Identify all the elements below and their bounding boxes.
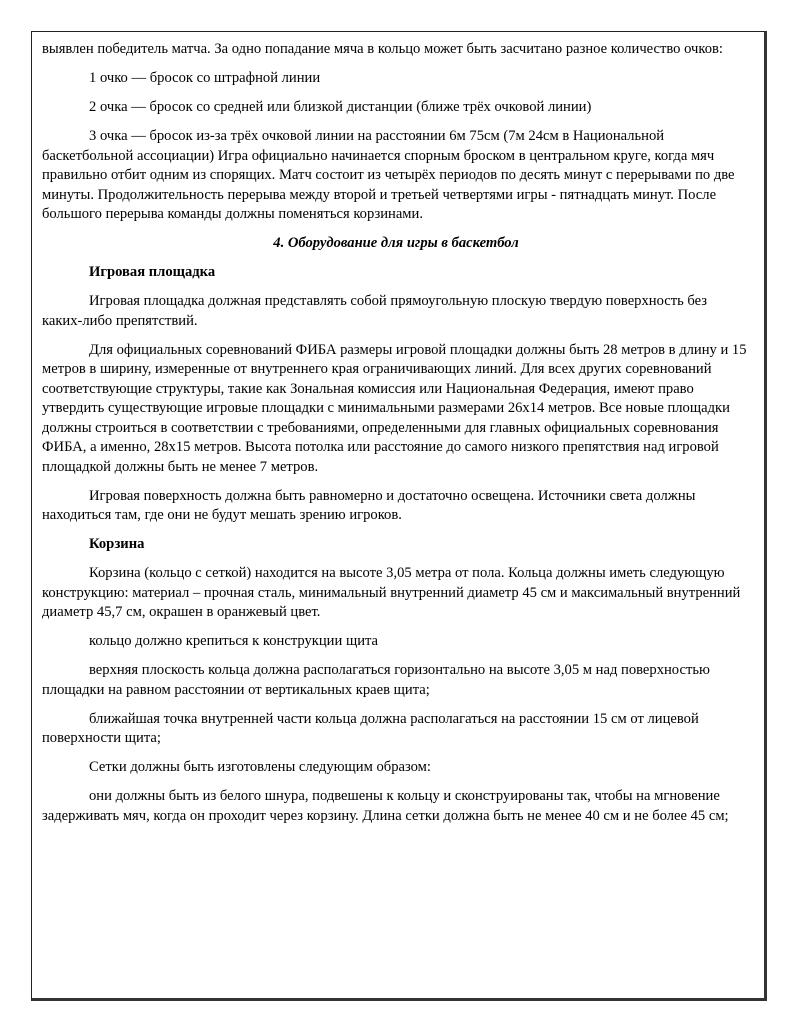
paragraph-court-lighting: Игровая поверхность должна быть равномерно и достаточно освещена. Источники света должны находиться там, где они не будут мешать зрению игроков. [42,487,696,523]
paragraph-nets-spec: они должны быть из белого шнура, подвешены к кольцу и сконструированы так, чтобы на мгновение задерживать мяч, когда он проходит через корзину. Длина сетки должна быть не менее 40 см и не более 45 см; [42,788,729,824]
subheading-court: Игровая площадка [89,264,216,280]
paragraph-nets-intro: Сетки должны быть изготовлены следующим образом: [89,759,431,775]
paragraph-ring-height: верхняя плоскость кольца должна располагаться горизонтально на высоте 3,05 м над поверхностью площадки на равном расстоянии от вертикальных краев щита; [42,662,710,698]
paragraph-intro-continued: выявлен победитель матча. За одно попадание мяча в кольцо может быть засчитано разное количество очков: [42,41,723,57]
document-body [42,40,750,836]
section-heading-equipment: 4. Оборудование для игры в баскетбол [273,235,519,251]
paragraph-ring-distance: ближайшая точка внутренней части кольца должна располагаться на расстоянии 15 см от лицевой поверхности щита; [42,710,699,746]
subheading-basket: Корзина [89,536,145,552]
paragraph-basket-ring: Корзина (кольцо с сеткой) находится на высоте 3,05 метра от пола. Кольца должны иметь следующую конструкцию: материал – прочная сталь, минимальный внутренний диаметр 45 см и максимальный внутренний диаметр 45,7 см, окрашен в оранжевый цвет. [42,565,741,620]
paragraph-one-point: 1 очко — бросок со штрафной линии [89,70,321,86]
paragraph-court-surface: Игровая площадка должная представлять собой прямоугольную плоскую твердую поверхность без каких-либо препятствий. [42,293,708,329]
paragraph-ring-mount: кольцо должно крепиться к конструкции щита [89,633,379,649]
paragraph-two-points: 2 очка — бросок со средней или близкой дистанции (ближе трёх очковой линии) [89,99,592,115]
paragraph-three-points: 3 очка — бросок из-за трёх очковой линии на расстоянии 6м 75см (7м 24см в Национальной баскетбольной ассоциации) Игра официально начинается спорным броском в центральном круге, когда мяч правильно отбит одним из спорящих. Матч состоит из четырёх периодов по десять минут с перерывами по две минуты. Продолжительность перерыва между второй и третьей четвертями игры - пятнадцать минут. После большого перерыва команды должны поменяться корзинами. [42,128,735,222]
paragraph-court-dimensions: Для официальных соревнований ФИБА размеры игровой площадки должны быть 28 метров в длину и 15 метров в ширину, измеренные от внутреннего края ограничивающих линий. Для всех других соревнований соответствующие структуры, такие как Зональная комиссия или Национальная Федерация, имеют право утвердить существующие игровые площадки с минимальными размерами 26х14 метров. Все новые площадки должны строиться в соответствии с требованиями, определенными для главных официальных соревнования ФИБА, а именно, 28х15 метров. Высота потолка или расстояние до самого низкого препятствия над игровой площадкой должны быть не менее 7 метров. [42,341,747,475]
